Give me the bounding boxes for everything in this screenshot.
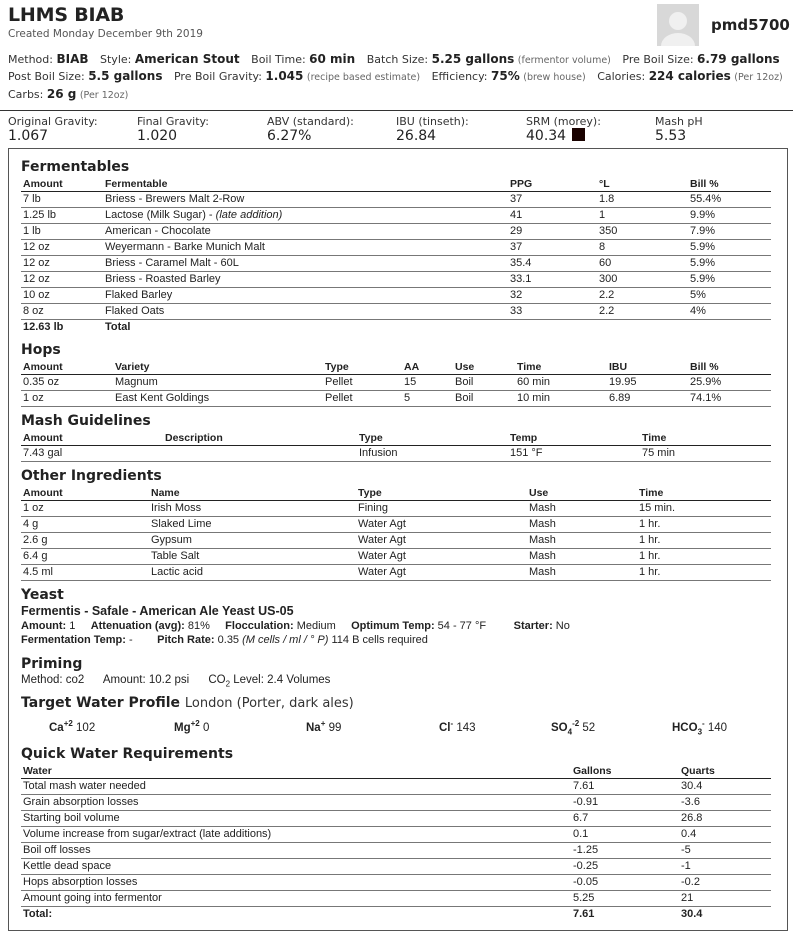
table-cell: 5.9% (688, 239, 771, 255)
water-profile-title: Target Water Profile London (Porter, dark ales) (21, 695, 354, 711)
table-cell: 33.1 (508, 271, 597, 287)
table-cell: 26.8 (679, 810, 771, 826)
table-cell: 7.43 gal (21, 445, 163, 461)
fermentables-title: Fermentables (21, 159, 130, 175)
ion-symbol: $HCO_3^-$ (672, 719, 705, 737)
table-cell: 0.35 oz (21, 374, 113, 390)
table-row (21, 794, 771, 810)
column-header: Type (323, 361, 402, 374)
table-cell: Mash (527, 548, 637, 564)
table-cell: Slaked Lime (149, 516, 356, 532)
column-header: AA (402, 361, 453, 374)
table-cell: East Kent Goldings (113, 390, 323, 406)
meta-line-1: Method: BIAB Style: American Stout Boil Time: 60 min Batch Size: 5.25 gallons (fermentor volume) Pre Boil Size: 6.79 gallons (8, 52, 780, 66)
hops-title: Hops (21, 342, 61, 358)
ion-symbol: Na+ (306, 719, 326, 734)
table-cell: 32 (508, 287, 597, 303)
ion-value: 52 (582, 721, 596, 734)
column-header: Bill % (688, 361, 771, 374)
table-cell: 15 min. (637, 500, 771, 516)
table-cell: Hops absorption losses (21, 874, 571, 890)
table-cell: 33 (508, 303, 597, 319)
table-cell: 350 (597, 223, 688, 239)
table-cell: 5% (688, 287, 771, 303)
table-cell: Weyermann - Barke Munich Malt (103, 239, 508, 255)
table-cell: 6.4 g (21, 548, 149, 564)
table-cell: 37 (508, 191, 597, 207)
ion-value: 102 (76, 721, 96, 734)
table-cell: -1.25 (571, 842, 679, 858)
table-cell: 1.25 lb (21, 207, 103, 223)
table-row (21, 271, 771, 287)
ion-charge: -2 (572, 719, 580, 728)
table-row (21, 191, 771, 207)
table-cell: 60 (597, 255, 688, 271)
ion-charge: - (450, 719, 454, 728)
table-cell: 1 hr. (637, 548, 771, 564)
table-cell: Table Salt (149, 548, 356, 564)
table-cell: Water Agt (356, 532, 527, 548)
table-cell: 5.9% (688, 271, 771, 287)
table-cell: 9.9% (688, 207, 771, 223)
table-cell: 19.95 (607, 374, 688, 390)
meta-line-2: Post Boil Size: 5.5 gallons Pre Boil Gravity: 1.045 (recipe based estimate) Efficiency: 75% (brew house) Calories: 224 calories (Per 12oz) (8, 69, 783, 83)
table-row (21, 826, 771, 842)
table-row (21, 548, 771, 564)
other-ingredients-table (21, 487, 771, 581)
table-cell: -1 (679, 858, 771, 874)
table-cell: 2.6 g (21, 532, 149, 548)
fermentables-table (21, 178, 771, 335)
yeast-line-2: Fermentation Temp: - Pitch Rate: 0.35 (M cells / ml / ° P) 114 B cells required (21, 634, 428, 646)
priming-title: Priming (21, 656, 83, 672)
ion-subscript: 3 (697, 727, 703, 737)
user-silhouette-icon (669, 12, 687, 30)
table-cell: 7.61 (571, 778, 679, 794)
yeast-line-1: Amount: 1 Attenuation (avg): 81% Flocculation: Medium Optimum Temp: 54 - 77 °F Starter: No (21, 620, 570, 632)
hops-table (21, 361, 771, 407)
table-cell: 12 oz (21, 255, 103, 271)
table-cell: Boil (453, 390, 515, 406)
table-cell: 2.2 (597, 303, 688, 319)
table-cell: 7 lb (21, 191, 103, 207)
column-header: Use (453, 361, 515, 374)
table-cell: 7.9% (688, 223, 771, 239)
column-header: Time (637, 487, 771, 500)
ion-charge: - (702, 719, 705, 728)
water-ion-cl (439, 719, 476, 734)
table-header-row (21, 361, 771, 374)
table-cell: 12.63 lb (23, 321, 64, 334)
table-cell: Lactic acid (149, 564, 356, 580)
table-cell: Amount going into fermentor (21, 890, 571, 906)
mash-title: Mash Guidelines (21, 413, 151, 429)
column-header: Amount (21, 487, 149, 500)
water-requirements-table (21, 765, 771, 922)
ion-value: 140 (707, 721, 728, 734)
table-cell: 2.2 (597, 287, 688, 303)
column-header: Variety (113, 361, 323, 374)
table-cell: 25.9% (688, 374, 771, 390)
column-header: Description (163, 432, 357, 445)
table-cell: 4 g (21, 516, 149, 532)
meta-line-3: Carbs: 26 g (Per 12oz) (8, 87, 129, 101)
table-header-row (21, 765, 771, 778)
table-row (21, 374, 771, 390)
table-cell: Total: (23, 908, 53, 921)
table-cell: 4.5 ml (21, 564, 149, 580)
table-row (21, 207, 771, 223)
recipe-stats (0, 110, 793, 146)
ion-symbol: $Ca^{+2}$ (49, 719, 73, 734)
table-cell: 75 min (640, 445, 771, 461)
table-cell: -0.2 (679, 874, 771, 890)
table-cell: 30.4 (681, 908, 703, 921)
column-header: Gallons (571, 765, 679, 778)
table-cell: Briess - Brewers Malt 2-Row (103, 191, 508, 207)
water-requirements-title: Quick Water Requirements (21, 746, 234, 762)
ion-value: 0 (202, 721, 210, 734)
ion-symbol: $SO_4^{-2}$ (551, 719, 580, 737)
table-cell: Boil (453, 374, 515, 390)
table-total-row (21, 319, 771, 335)
table-row (21, 223, 771, 239)
column-header: Amount (21, 361, 113, 374)
other-ingredients-title: Other Ingredients (21, 468, 162, 484)
column-header: Name (149, 487, 356, 500)
table-cell: 29 (508, 223, 597, 239)
table-cell: 0.1 (571, 826, 679, 842)
recipe-header (8, 4, 788, 106)
table-cell: 1 oz (21, 390, 113, 406)
table-row (21, 500, 771, 516)
table-cell: 10 oz (21, 287, 103, 303)
stat-og: Original Gravity: 1.067 (8, 115, 98, 144)
table-cell: 74.1% (688, 390, 771, 406)
table-cell: 10 min (515, 390, 607, 406)
table-row (21, 255, 771, 271)
table-cell: 6.89 (607, 390, 688, 406)
table-cell: Briess - Roasted Barley (103, 271, 508, 287)
table-cell: 15 (402, 374, 453, 390)
addition-note: (late addition) (215, 209, 283, 221)
table-cell: -0.91 (571, 794, 679, 810)
table-cell: Gypsum (149, 532, 356, 548)
created-date: Created Monday December 9th 2019 (8, 28, 203, 40)
table-cell (688, 319, 771, 335)
table-cell: Starting boil volume (21, 810, 571, 826)
column-header: IBU (607, 361, 688, 374)
table-cell: 1 (597, 207, 688, 223)
table-row (21, 239, 771, 255)
table-row (21, 874, 771, 890)
table-cell: 41 (508, 207, 597, 223)
yeast-name: Fermentis - Safale - American Ale Yeast US-05 (21, 604, 294, 618)
table-cell: American - Chocolate (103, 223, 508, 239)
column-header: Time (640, 432, 771, 445)
ion-charge: +2 (190, 719, 200, 728)
table-row (21, 564, 771, 580)
ion-value: 143 (456, 721, 476, 734)
column-header: Use (527, 487, 637, 500)
table-cell: Mash (527, 500, 637, 516)
table-cell: 1 oz (21, 500, 149, 516)
table-cell: 12 oz (21, 239, 103, 255)
table-cell: Mash (527, 516, 637, 532)
table-cell: Pellet (323, 390, 402, 406)
table-cell: Boil off losses (21, 842, 571, 858)
mash-table (21, 432, 771, 462)
avatar[interactable] (657, 4, 699, 46)
ion-symbol: Cl- (439, 719, 454, 734)
table-cell: Total (105, 321, 131, 334)
table-row (21, 842, 771, 858)
table-cell: Fining (356, 500, 527, 516)
column-header: Type (356, 487, 527, 500)
table-total-row (21, 906, 771, 922)
table-cell: Pellet (323, 374, 402, 390)
table-header-row: Amount Fermentable PPG °L Bill % (21, 178, 771, 191)
table-cell: Water Agt (356, 564, 527, 580)
table-row (21, 890, 771, 906)
table-row (21, 516, 771, 532)
table-cell: Grain absorption losses (21, 794, 571, 810)
stat-srm: SRM (morey): 40.34 (526, 115, 601, 144)
table-cell: 55.4% (688, 191, 771, 207)
table-cell: 6.7 (571, 810, 679, 826)
column-header: Quarts (679, 765, 771, 778)
yeast-details (21, 604, 570, 646)
username-link[interactable]: pmd5700 (711, 16, 790, 34)
table-cell: Flaked Barley (103, 287, 508, 303)
table-cell: 60 min (515, 374, 607, 390)
table-cell: 1 hr. (637, 532, 771, 548)
table-cell: 0.4 (679, 826, 771, 842)
stat-ibu: IBU (tinseth): 26.84 (396, 115, 469, 144)
table-cell: Irish Moss (149, 500, 356, 516)
water-ion-ca (49, 719, 95, 734)
ion-charge: + (320, 719, 326, 728)
ion-symbol: $Mg^{+2}$ (174, 719, 200, 734)
table-cell: Briess - Caramel Malt - 60L (103, 255, 508, 271)
table-cell: -5 (679, 842, 771, 858)
table-cell: Mash (527, 532, 637, 548)
column-header: Temp (508, 432, 640, 445)
stat-fg: Final Gravity: 1.020 (137, 115, 209, 144)
priming-details: Method: co2 Amount: 10.2 psi $CO_2$ Level: 2.4 Volumes (21, 674, 331, 689)
recipe-details-box (8, 148, 788, 931)
table-cell: Flaked Oats (103, 303, 508, 319)
table-cell: 7.61 (573, 908, 595, 921)
table-cell: -3.6 (679, 794, 771, 810)
yeast-title: Yeast (21, 587, 64, 603)
table-row (21, 532, 771, 548)
water-ions (21, 719, 771, 737)
table-cell (597, 319, 688, 335)
table-cell: Magnum (113, 374, 323, 390)
water-ion-hco (672, 719, 727, 736)
table-cell: Volume increase from sugar/extract (late additions) (21, 826, 571, 842)
table-cell: Mash (527, 564, 637, 580)
table-row (21, 778, 771, 794)
table-cell: Water Agt (356, 516, 527, 532)
stat-mash-ph: Mash pH 5.53 (655, 115, 703, 144)
table-cell: 8 oz (21, 303, 103, 319)
table-cell: Infusion (357, 445, 508, 461)
table-cell: 151 °F (508, 445, 640, 461)
column-header: Time (515, 361, 607, 374)
water-ion-so (551, 719, 595, 736)
ion-subscript: 4 (567, 727, 573, 737)
water-ion-mg (174, 719, 209, 734)
table-header-row (21, 487, 771, 500)
table-cell: 1 hr. (637, 564, 771, 580)
table-row (21, 390, 771, 406)
table-cell: 21 (679, 890, 771, 906)
table-row (21, 287, 771, 303)
table-cell: 5 (402, 390, 453, 406)
table-cell: 300 (597, 271, 688, 287)
table-cell: 8 (597, 239, 688, 255)
table-cell: 5.9% (688, 255, 771, 271)
table-cell (163, 445, 357, 461)
table-cell: 1.8 (597, 191, 688, 207)
table-cell: Water Agt (356, 548, 527, 564)
column-header: Type (357, 432, 508, 445)
table-row (21, 303, 771, 319)
srm-color-swatch (572, 128, 585, 141)
table-cell: -0.05 (571, 874, 679, 890)
table-cell: Lactose (Milk Sugar) - (late addition) (103, 207, 508, 223)
table-cell: 37 (508, 239, 597, 255)
table-header-row (21, 432, 771, 445)
column-header: Water (21, 765, 571, 778)
table-cell: 35.4 (508, 255, 597, 271)
table-cell: 12 oz (21, 271, 103, 287)
table-cell: -0.25 (571, 858, 679, 874)
table-cell: 5.25 (571, 890, 679, 906)
ion-value: 99 (328, 721, 342, 734)
table-cell: 1 lb (21, 223, 103, 239)
stat-abv: ABV (standard): 6.27% (267, 115, 354, 144)
table-row (21, 445, 771, 461)
table-row (21, 810, 771, 826)
table-cell: Kettle dead space (21, 858, 571, 874)
table-cell: 4% (688, 303, 771, 319)
column-header: Amount (21, 432, 163, 445)
table-cell: Total mash water needed (21, 778, 571, 794)
ion-charge: +2 (63, 719, 73, 728)
table-cell (508, 319, 597, 335)
table-cell: 30.4 (679, 778, 771, 794)
table-cell: 1 hr. (637, 516, 771, 532)
recipe-title: LHMS BIAB (8, 4, 125, 26)
table-row (21, 858, 771, 874)
water-ion-na (306, 719, 341, 734)
